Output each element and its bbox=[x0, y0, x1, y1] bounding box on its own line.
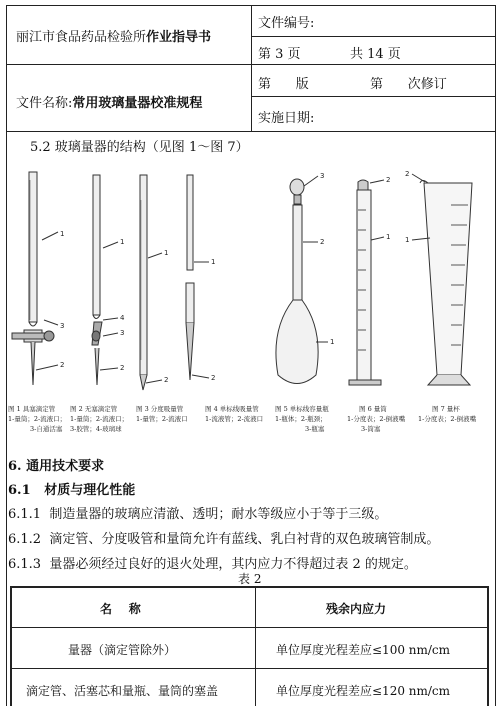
table-row-2-value: 单位厚度光程差应≤120 nm/cm bbox=[276, 684, 451, 698]
figure-6-caption: 图 6 量筒 1-分度表；2-倒液嘴 3-筒塞 bbox=[347, 405, 406, 433]
svg-text:1: 1 bbox=[120, 238, 125, 246]
svg-text:1: 1 bbox=[60, 230, 65, 238]
svg-text:2: 2 bbox=[120, 364, 125, 372]
svg-text:2: 2 bbox=[405, 170, 410, 178]
figure-3-caption: 图 3 分度吸量管 1-量管；2-流液口 bbox=[136, 405, 188, 423]
table-header-name: 名 称 bbox=[100, 602, 141, 616]
figure-4-pipette bbox=[186, 175, 209, 380]
svg-text:4: 4 bbox=[120, 314, 125, 322]
section-5-2-heading: 5.2 玻璃量器的结构（见图 1～图 7） bbox=[30, 140, 249, 155]
figure-7-caption: 图 7 量杯 1-分度表；2-倒液嘴 bbox=[418, 405, 477, 423]
figure-5-flask bbox=[276, 176, 328, 384]
section-6-1-heading: 6.1 材质与理化性能 bbox=[8, 483, 136, 498]
svg-text:1: 1 bbox=[330, 338, 335, 346]
effective-date-label: 实施日期: bbox=[258, 111, 315, 126]
svg-text:2: 2 bbox=[164, 376, 169, 384]
table-row-1-name: 量器（滴定管除外） bbox=[68, 643, 177, 657]
table-row-1-value: 单位厚度光程差应≤100 nm/cm bbox=[276, 643, 451, 657]
figure-7-beaker bbox=[412, 174, 472, 385]
figure-1-caption: 图 1 具塞滴定管 1-量筒；2-流液口； 3-自通活塞 bbox=[8, 405, 67, 433]
svg-text:1: 1 bbox=[211, 258, 216, 266]
figure-4-caption: 图 4 单标线吸量管 1-流液管；2-流液口 bbox=[205, 405, 264, 423]
doc-name: 文件名称:常用玻璃量器校准规程 bbox=[16, 96, 203, 111]
svg-text:2: 2 bbox=[211, 374, 216, 382]
paragraph-6-1-1: 6.1.1 制造量器的玻璃应清澈、透明；耐水等级应小于等于三级。 bbox=[8, 507, 388, 522]
svg-text:1: 1 bbox=[405, 236, 410, 244]
svg-text:1: 1 bbox=[386, 233, 391, 241]
edition-label: 第 版 bbox=[258, 77, 309, 92]
figure-2-burette bbox=[92, 175, 118, 385]
section-6-heading: 6. 通用技术要求 bbox=[8, 459, 105, 474]
paragraph-6-1-3: 6.1.3 量器必须经过良好的退火处理，其内应力不得超过表 2 的规定。 bbox=[8, 557, 417, 572]
svg-text:2: 2 bbox=[386, 176, 391, 184]
figure-2-caption: 图 2 无塞滴定管 1-量筒；2-流液口； 3-胶管；4-玻璃球 bbox=[70, 405, 129, 433]
table-row-2-name: 滴定管、活塞芯和量瓶、量筒的塞盖 bbox=[26, 684, 219, 698]
header-org: 丽江市食品药品检验所作业指导书 bbox=[16, 30, 212, 45]
svg-text:3: 3 bbox=[120, 329, 125, 337]
svg-text:1: 1 bbox=[164, 249, 169, 257]
revision-label: 第 次修订 bbox=[370, 77, 447, 92]
figure-1-burette bbox=[12, 172, 58, 385]
page-total: 共 14 页 bbox=[350, 47, 401, 62]
svg-text:2: 2 bbox=[320, 238, 325, 246]
figure-6-cylinder bbox=[349, 180, 384, 385]
svg-text:3: 3 bbox=[320, 172, 325, 180]
table-header-stress: 残余内应力 bbox=[326, 602, 387, 616]
page-number: 第 3 页 bbox=[258, 47, 301, 62]
paragraph-6-1-2: 6.1.2 滴定管、分度吸管和量筒允许有蓝线、乳白衬背的双色玻璃管制成。 bbox=[8, 532, 440, 547]
figure-5-caption: 图 5 单标线容量瓶 1-瓶体；2-瓶颈； 3-瓶塞 bbox=[275, 405, 329, 433]
figure-3-pipette bbox=[140, 175, 162, 390]
svg-text:3: 3 bbox=[60, 322, 65, 330]
doc-number-label: 文件编号: bbox=[258, 16, 315, 31]
svg-text:2: 2 bbox=[60, 361, 65, 369]
table-caption: 表 2 bbox=[238, 572, 262, 586]
